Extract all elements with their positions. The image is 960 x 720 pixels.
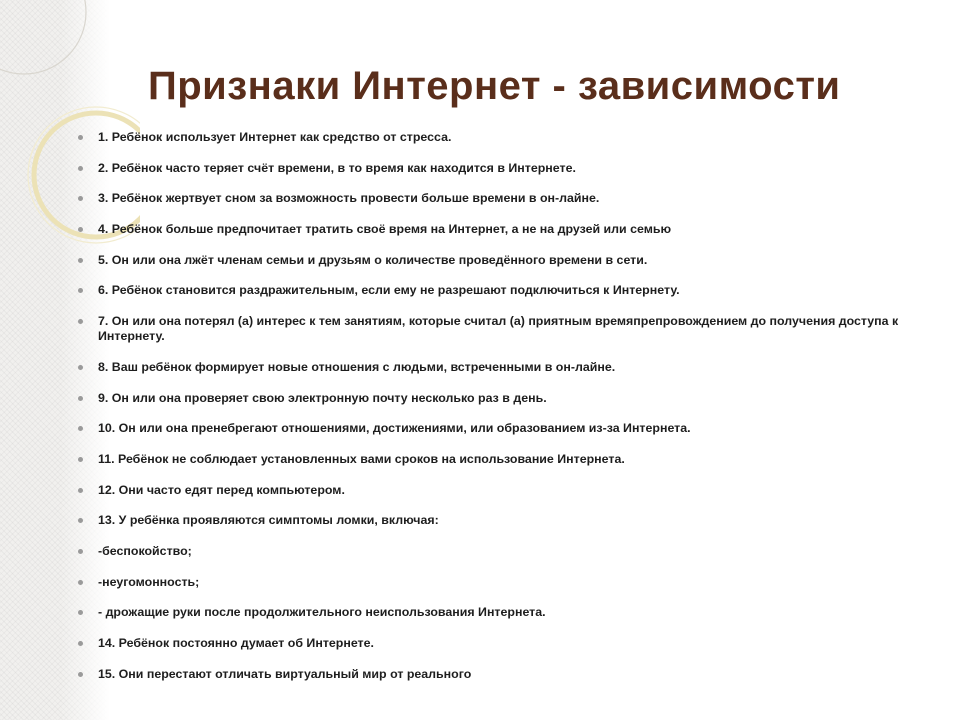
list-item: 4. Ребёнок больше предпочитает тратить своё время на Интернет, а не на друзей или семью xyxy=(78,222,934,237)
list-item: 7. Он или она потерял (а) интерес к тем занятиям, которые считал (а) приятным времяпрепровождением до получения доступа к Интернету. xyxy=(78,314,934,344)
list-item: -неугомонность; xyxy=(78,575,934,590)
list-item: 1. Ребёнок использует Интернет как средство от стресса. xyxy=(78,130,934,145)
page-title: Признаки Интернет - зависимости xyxy=(148,64,841,108)
list-item: 6. Ребёнок становится раздражительным, если ему не разрешают подключиться к Интернету. xyxy=(78,283,934,298)
list-item: 10. Он или она пренебрегают отношениями, достижениями, или образованием из-за Интернета. xyxy=(78,421,934,436)
list-item: 13. У ребёнка проявляются симптомы ломки, включая: xyxy=(78,513,934,528)
list-item: 2. Ребёнок часто теряет счёт времени, в то время как находится в Интернете. xyxy=(78,161,934,176)
symptom-list xyxy=(78,130,934,697)
list-item: 15. Они перестают отличать виртуальный мир от реального xyxy=(78,667,934,682)
list-item: 12. Они часто едят перед компьютером. xyxy=(78,483,934,498)
list-item: 5. Он или она лжёт членам семьи и друзьям о количестве проведённого времени в сети. xyxy=(78,253,934,268)
list-item: 11. Ребёнок не соблюдает установленных вами сроков на использование Интернета. xyxy=(78,452,934,467)
list-item: 3. Ребёнок жертвует сном за возможность провести больше времени в он-лайне. xyxy=(78,191,934,206)
list-item: 8. Ваш ребёнок формирует новые отношения с людьми, встреченными в он-лайне. xyxy=(78,360,934,375)
list-item: - дрожащие руки после продолжительного неиспользования Интернета. xyxy=(78,605,934,620)
list-item: -беспокойство; xyxy=(78,544,934,559)
list-item: 9. Он или она проверяет свою электронную почту несколько раз в день. xyxy=(78,391,934,406)
list-item: 14. Ребёнок постоянно думает об Интернете. xyxy=(78,636,934,651)
